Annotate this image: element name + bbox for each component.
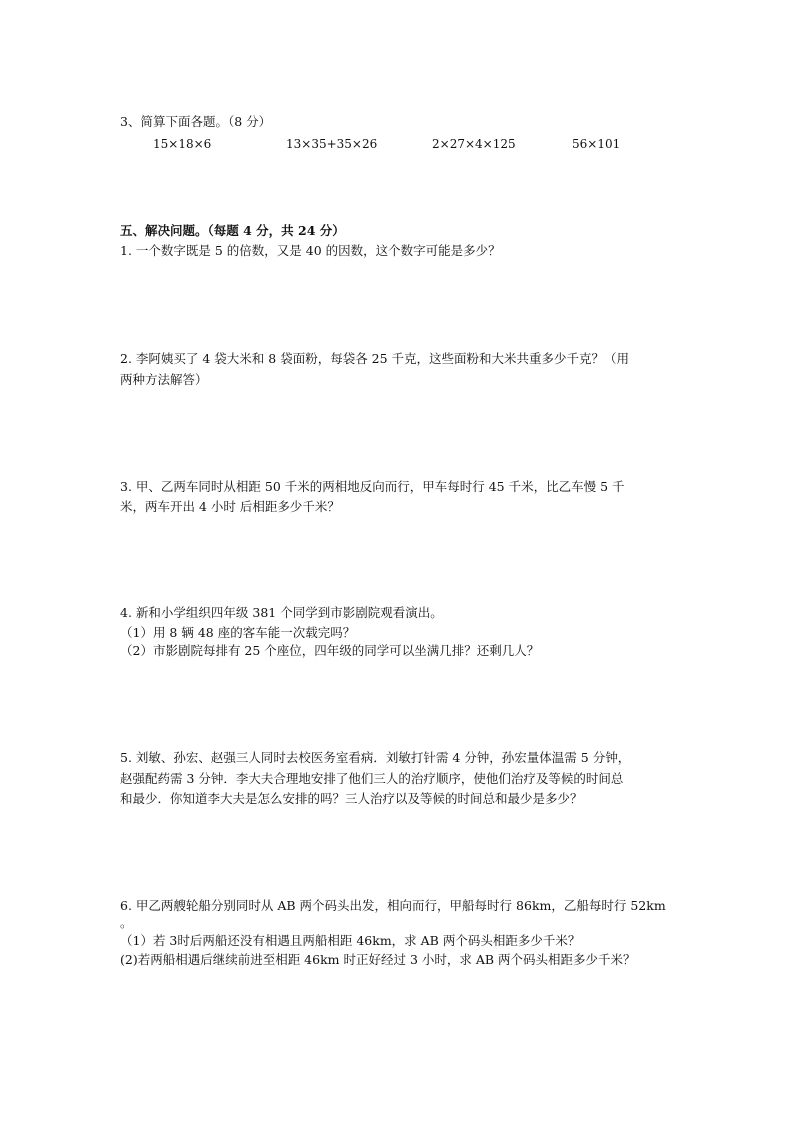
expression-1: 15×18×6 bbox=[153, 137, 212, 151]
problem-1-line-1: 1. 一个数字既是 5 的倍数，又是 40 的因数，这个数字可能是多少？ bbox=[120, 243, 501, 258]
section3-heading: 3、简算下面各题。（8 分） bbox=[120, 114, 272, 129]
problem-2-line-2: 两种方法解答） bbox=[120, 372, 208, 387]
problem-6-line-2: 。 bbox=[120, 915, 133, 930]
problem-2-line-1: 2. 李阿姨买了 4 袋大米和 8 袋面粉，每袋各 25 千克，这些面粉和大米共重多少千克？（用 bbox=[120, 351, 630, 366]
problem-3-line-2: 米，两车开出 4 小时 后相距多少千米？ bbox=[120, 499, 340, 514]
expression-3: 2×27×4×125 bbox=[432, 137, 516, 151]
problem-5-line-2: 赵强配药需 3 分钟．李大夫合理地安排了他们三人的治疗顺序，使他们治疗及等候的时间总 bbox=[120, 771, 624, 786]
section5-heading: 五、解决问题。（每题 4 分，共 24 分） bbox=[120, 223, 345, 238]
problem-6-line-1: 6. 甲乙两艘轮船分别同时从 AB 两个码头出发，相向而行，甲船每时行 86km，乙船每时行 52km bbox=[120, 898, 666, 913]
problem-5-line-3: 和最少．你知道李大夫是怎么安排的吗？三人治疗以及等候的时间总和最少是多少？ bbox=[120, 791, 583, 806]
expression-2: 13×35+35×26 bbox=[286, 137, 378, 151]
problem-4-line-1: 4. 新和小学组织四年级 381 个同学到市影剧院观看演出。 bbox=[120, 605, 443, 620]
problem-5-line-1: 5. 刘敏、孙宏、赵强三人同时去校医务室看病．刘敏打针需 4 分钟，孙宏量体温需 5 分钟， bbox=[120, 750, 631, 765]
problem-4-line-2: （1）用 8 辆 48 座的客车能一次载完吗？ bbox=[120, 625, 356, 640]
expression-4: 56×101 bbox=[572, 137, 621, 151]
problem-6-line-4: (2)若两船相遇后继续前进至相距 46km 时正好经过 3 小时，求 AB 两个码头相距多少千米？ bbox=[120, 952, 636, 967]
problem-4-line-3: （2）市影剧院每排有 25 个座位，四年级的同学可以坐满几排？还剩几人？ bbox=[120, 643, 540, 658]
problem-6-line-3: （1）若 3时后两船还没有相遇且两船相距 46km，求 AB 两个码头相距多少千米？ bbox=[120, 933, 581, 948]
problem-3-line-1: 3. 甲、乙两车同时从相距 50 千米的两相地反向而行，甲车每时行 45 千米，比乙车慢 5 千 bbox=[120, 479, 625, 494]
